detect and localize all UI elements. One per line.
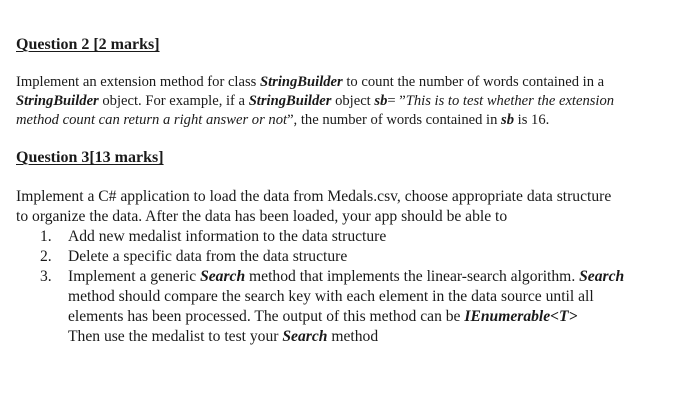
question-2-line-1: Implement an extension method for class StringBuilder to count the number of words contained in a xyxy=(16,74,605,90)
question-2-line-2: StringBuilder object. For example, if a StringBuilder object sb= ”This is to test whether the extension xyxy=(16,93,615,109)
class-name-stringbuilder: StringBuilder xyxy=(259,74,343,90)
question-2-heading: Question 2 [2 marks] xyxy=(16,36,160,53)
question-3-heading: Question 3[13 marks] xyxy=(16,149,164,166)
variable-sb: sb xyxy=(374,93,388,109)
document-page: Question 2 [2 marks] Implement an extension method for class StringBuilder to count the number of words contained in a StringBuilder object. For example, if a StringBuilder object sb= ”This is to test whether the extension method count can return a right answer or not”, the number of words contained in sb is 16. Question 3[13 marks] Implement a C# application to load the data from Medals.csv, choose appropriate data structure to organize the data. After the data has been loaded, your app should be able to 1. Add new medalist information to the data structure 2. Delete a specific data from the data structure 3. Implement a generic Search method that implements the linear-search algorithm. Search method should compare the search key with each element in the data source until all elements has been processed. The output of this method can be IEnumerable<T> Then use the medalist to test your Search method xyxy=(16,36,625,345)
question-2-line-3: method count can return a right answer or not”, the number of words contained in sb is 16. xyxy=(16,112,550,128)
return-type-ienumerable: IEnumerable<T> xyxy=(464,308,578,325)
example-sentence: This is to test whether the extension xyxy=(405,93,615,109)
question-3-intro-line-2: to organize the data. After the data has been loaded, your app should be able to xyxy=(16,208,508,225)
question-3-intro-line-1: Implement a C# application to load the data from Medals.csv, choose appropriate data structure xyxy=(16,188,612,205)
